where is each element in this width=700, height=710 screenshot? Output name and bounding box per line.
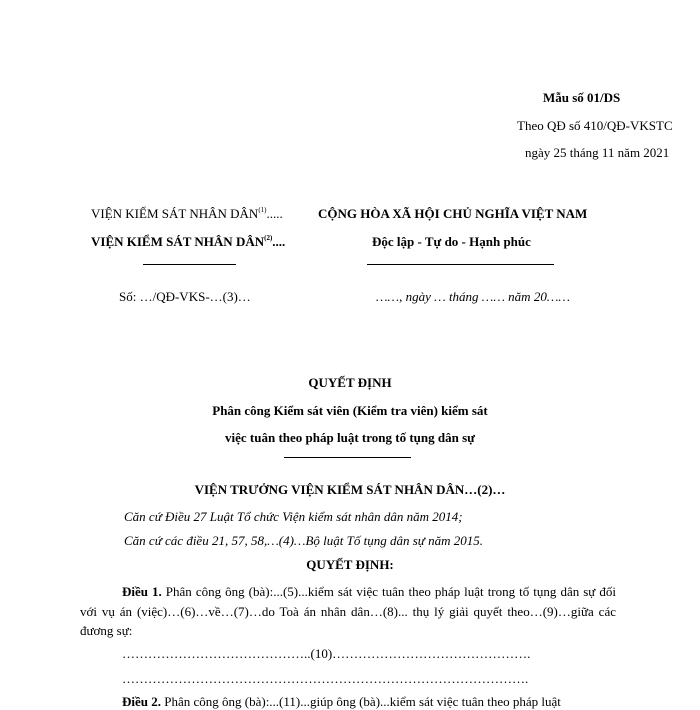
footnote-2: (2) [264,234,273,242]
legal-basis-1: Căn cứ Điều 27 Luật Tổ chức Viện kiểm sát nhân dân năm 2014; [124,509,463,524]
article-2 [122,694,561,710]
article-1-blank-line: …………………………………………………………………………………. [122,671,529,686]
legal-basis-2: Căn cứ các điều 21, 57, 58,…(4)…Bộ luật Tố tụng dân sự năm 2015. [124,533,484,548]
document-number: Số: …/QĐ-VKS-…(3)… [119,289,251,304]
agency-superior [91,206,283,222]
left-header-rule [143,264,236,265]
national-motto: Độc lập - Tự do - Hạnh phúc [372,234,531,249]
agency-issuing-name: VIỆN KIỂM SÁT NHÂN DÂN [91,234,265,249]
document-subject-line-2: việc tuân theo pháp luật trong tố tụng dân sự [225,430,475,445]
issuing-authority: VIỆN TRƯỞNG VIỆN KIỂM SÁT NHÂN DÂN…(2)… [194,482,506,497]
document-title: QUYẾT ĐỊNH [308,375,392,390]
agency-superior-tail: ..... [266,206,283,221]
document-subject-line-1: Phân công Kiểm sát viên (Kiểm tra viên) kiểm sát [212,403,488,418]
form-code: Mẫu số 01/DS [543,90,621,105]
form-basis: Theo QĐ số 410/QĐ-VKSTC [517,118,673,133]
agency-issuing [91,234,285,250]
form-date: ngày 25 tháng 11 năm 2021 [525,145,670,160]
article-1-parties-line: ……………………………………..(10)………………………………………. [122,646,531,661]
article-2-label: Điều 2. [122,694,161,709]
place-date: ……, ngày … tháng …… năm 20…… [376,289,570,304]
article-1 [80,582,616,641]
decision-heading: QUYẾT ĐỊNH: [306,557,394,572]
country-name: CỘNG HÒA XÃ HỘI CHỦ NGHĨA VIỆT NAM [318,206,588,221]
article-1-text: Phân công ông (bà):...(5)...kiểm sát việc tuân theo pháp luật trong tố tụng dân sự đối với vụ án (việc)…(6)…về…(7)…do Toà án nhân dân…(8)... thụ lý giải quyết theo…(9)…giữa các đương sự: [80,584,616,638]
article-1-label: Điều 1. [122,584,162,599]
agency-issuing-tail: .... [272,234,286,249]
agency-superior-name: VIỆN KIỂM SÁT NHÂN DÂN [91,206,259,221]
title-rule [284,457,411,458]
footnote-1: (1) [258,206,267,214]
right-header-rule [367,264,554,265]
article-2-text: Phân công ông (bà):...(11)...giúp ông (bà)...kiểm sát việc tuân theo pháp luật [161,694,561,709]
